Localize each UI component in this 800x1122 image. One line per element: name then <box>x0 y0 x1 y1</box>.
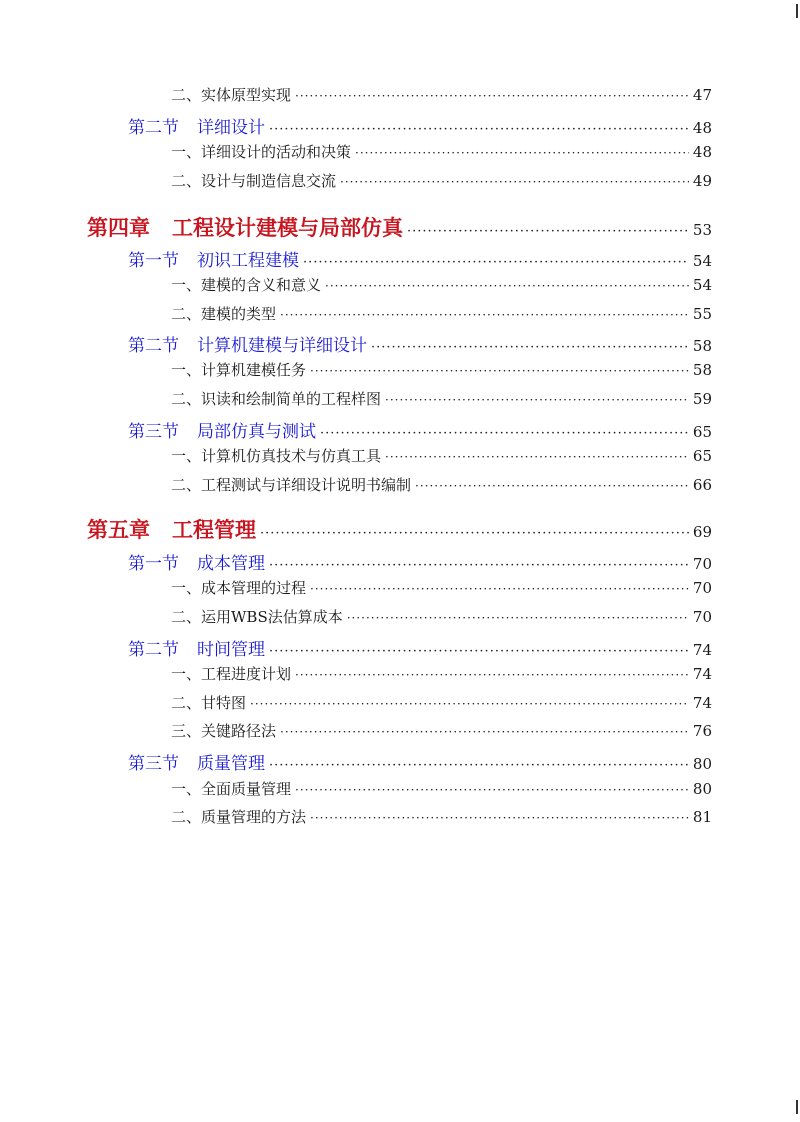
toc-page-number: 48 <box>692 119 712 137</box>
toc-page-number: 80 <box>692 755 712 773</box>
dot-leader <box>325 279 689 293</box>
toc-item[interactable] <box>171 806 712 827</box>
toc-item[interactable] <box>171 692 712 713</box>
toc-item-title: 一、详细设计的活动和决策 <box>171 143 352 161</box>
dot-leader <box>320 426 689 441</box>
toc-page-number: 65 <box>692 447 712 465</box>
section-number: 第一节 <box>128 554 179 574</box>
toc-section[interactable] <box>128 749 712 774</box>
section-title: 质量管理 <box>197 754 265 774</box>
toc-page-number: 66 <box>692 476 712 494</box>
toc-item[interactable] <box>171 663 712 684</box>
toc-item-title: 一、成本管理的过程 <box>171 579 307 597</box>
toc-page-number: 54 <box>692 276 712 294</box>
toc-item[interactable] <box>171 720 712 741</box>
section-number: 第三节 <box>128 754 179 774</box>
toc-page-number: 58 <box>692 337 712 355</box>
dot-leader <box>260 526 689 541</box>
toc-item[interactable] <box>171 303 712 324</box>
page-edge-mark <box>796 1100 798 1114</box>
dot-leader <box>340 175 689 189</box>
toc-item[interactable] <box>171 84 712 105</box>
dot-leader <box>269 558 689 573</box>
toc-section[interactable] <box>128 417 712 442</box>
toc-item-title: 二、运用WBS法估算成本 <box>171 608 343 626</box>
toc-item-title: 二、识读和绘制简单的工程样图 <box>171 390 382 408</box>
dot-leader <box>310 811 689 825</box>
toc-item-title: 二、设计与制造信息交流 <box>171 172 337 190</box>
dot-leader <box>295 783 689 797</box>
section-title: 详细设计 <box>197 118 265 138</box>
section-title: 成本管理 <box>197 554 265 574</box>
toc-item-title: 一、全面质量管理 <box>171 780 292 798</box>
chapter-title: 工程设计建模与局部仿真 <box>172 215 403 240</box>
dot-leader <box>310 582 689 596</box>
chapter-number: 第四章 <box>87 215 150 240</box>
toc-item-title: 一、计算机建模任务 <box>171 361 307 379</box>
toc-page-number: 70 <box>692 608 712 626</box>
toc-item-title: 二、质量管理的方法 <box>171 808 307 826</box>
toc-page-number: 59 <box>692 390 712 408</box>
dot-leader <box>295 89 689 103</box>
toc-page-number: 54 <box>692 252 712 270</box>
toc-page-number: 70 <box>692 579 712 597</box>
toc-section[interactable] <box>128 331 712 356</box>
dot-leader <box>269 644 689 659</box>
section-title: 计算机建模与详细设计 <box>197 336 367 356</box>
toc-page-number: 47 <box>692 86 712 104</box>
toc-item[interactable] <box>171 141 712 162</box>
toc-item[interactable] <box>171 474 712 495</box>
toc-page-number: 48 <box>692 143 712 161</box>
toc-item-title: 一、工程进度计划 <box>171 665 292 683</box>
toc-page-number: 69 <box>692 523 712 541</box>
dot-leader <box>385 393 689 407</box>
toc-section[interactable] <box>128 246 712 271</box>
toc-chapter[interactable] <box>87 514 712 544</box>
toc-page-number: 53 <box>692 221 712 239</box>
dot-leader <box>385 450 689 464</box>
dot-leader <box>355 146 689 160</box>
section-number: 第二节 <box>128 640 179 660</box>
dot-leader <box>415 479 689 493</box>
dot-leader <box>347 611 689 625</box>
section-number: 第三节 <box>128 422 179 442</box>
dot-leader <box>269 122 689 137</box>
toc-chapter[interactable] <box>87 212 712 242</box>
toc-page-number: 76 <box>692 722 712 740</box>
toc-item[interactable] <box>171 606 712 627</box>
toc-item-title: 一、建模的含义和意义 <box>171 276 322 294</box>
toc-page-number: 74 <box>692 694 712 712</box>
dot-leader <box>371 340 689 355</box>
dot-leader <box>250 697 689 711</box>
toc-item-title: 二、建模的类型 <box>171 305 277 323</box>
dot-leader <box>269 758 689 773</box>
toc-page-number: 81 <box>692 808 712 826</box>
section-number: 第一节 <box>128 251 179 271</box>
toc-page-number: 58 <box>692 361 712 379</box>
toc-page-number: 49 <box>692 172 712 190</box>
dot-leader <box>295 668 689 682</box>
toc-page-number: 65 <box>692 423 712 441</box>
toc-item[interactable] <box>171 274 712 295</box>
toc-item-title: 一、计算机仿真技术与仿真工具 <box>171 447 382 465</box>
dot-leader <box>303 255 689 270</box>
toc-section[interactable] <box>128 635 712 660</box>
chapter-number: 第五章 <box>87 517 150 542</box>
dot-leader <box>407 224 689 239</box>
toc-item[interactable] <box>171 388 712 409</box>
dot-leader <box>280 725 689 739</box>
toc-page-number: 74 <box>692 665 712 683</box>
toc-item-title: 二、工程测试与详细设计说明书编制 <box>171 476 412 494</box>
toc-item[interactable] <box>171 577 712 598</box>
section-number: 第二节 <box>128 118 179 138</box>
page-edge-mark <box>796 4 798 18</box>
toc-page-number: 55 <box>692 305 712 323</box>
toc-page-number: 74 <box>692 641 712 659</box>
toc-item-title: 三、关键路径法 <box>171 722 277 740</box>
toc-page-number: 70 <box>692 555 712 573</box>
toc-page-number: 80 <box>692 780 712 798</box>
chapter-title: 工程管理 <box>172 517 256 542</box>
toc-item-title: 二、甘特图 <box>171 694 247 712</box>
section-title: 时间管理 <box>197 640 265 660</box>
toc-section[interactable] <box>128 113 712 138</box>
section-number: 第二节 <box>128 336 179 356</box>
section-title: 局部仿真与测试 <box>197 422 316 442</box>
toc-item[interactable] <box>171 778 712 799</box>
toc-section[interactable] <box>128 549 712 574</box>
toc-item-title: 二、实体原型实现 <box>171 86 292 104</box>
dot-leader <box>280 308 689 322</box>
section-title: 初识工程建模 <box>197 251 299 271</box>
dot-leader <box>310 364 689 378</box>
toc-item[interactable] <box>171 359 712 380</box>
toc-item[interactable] <box>171 445 712 466</box>
toc-item[interactable] <box>171 170 712 191</box>
